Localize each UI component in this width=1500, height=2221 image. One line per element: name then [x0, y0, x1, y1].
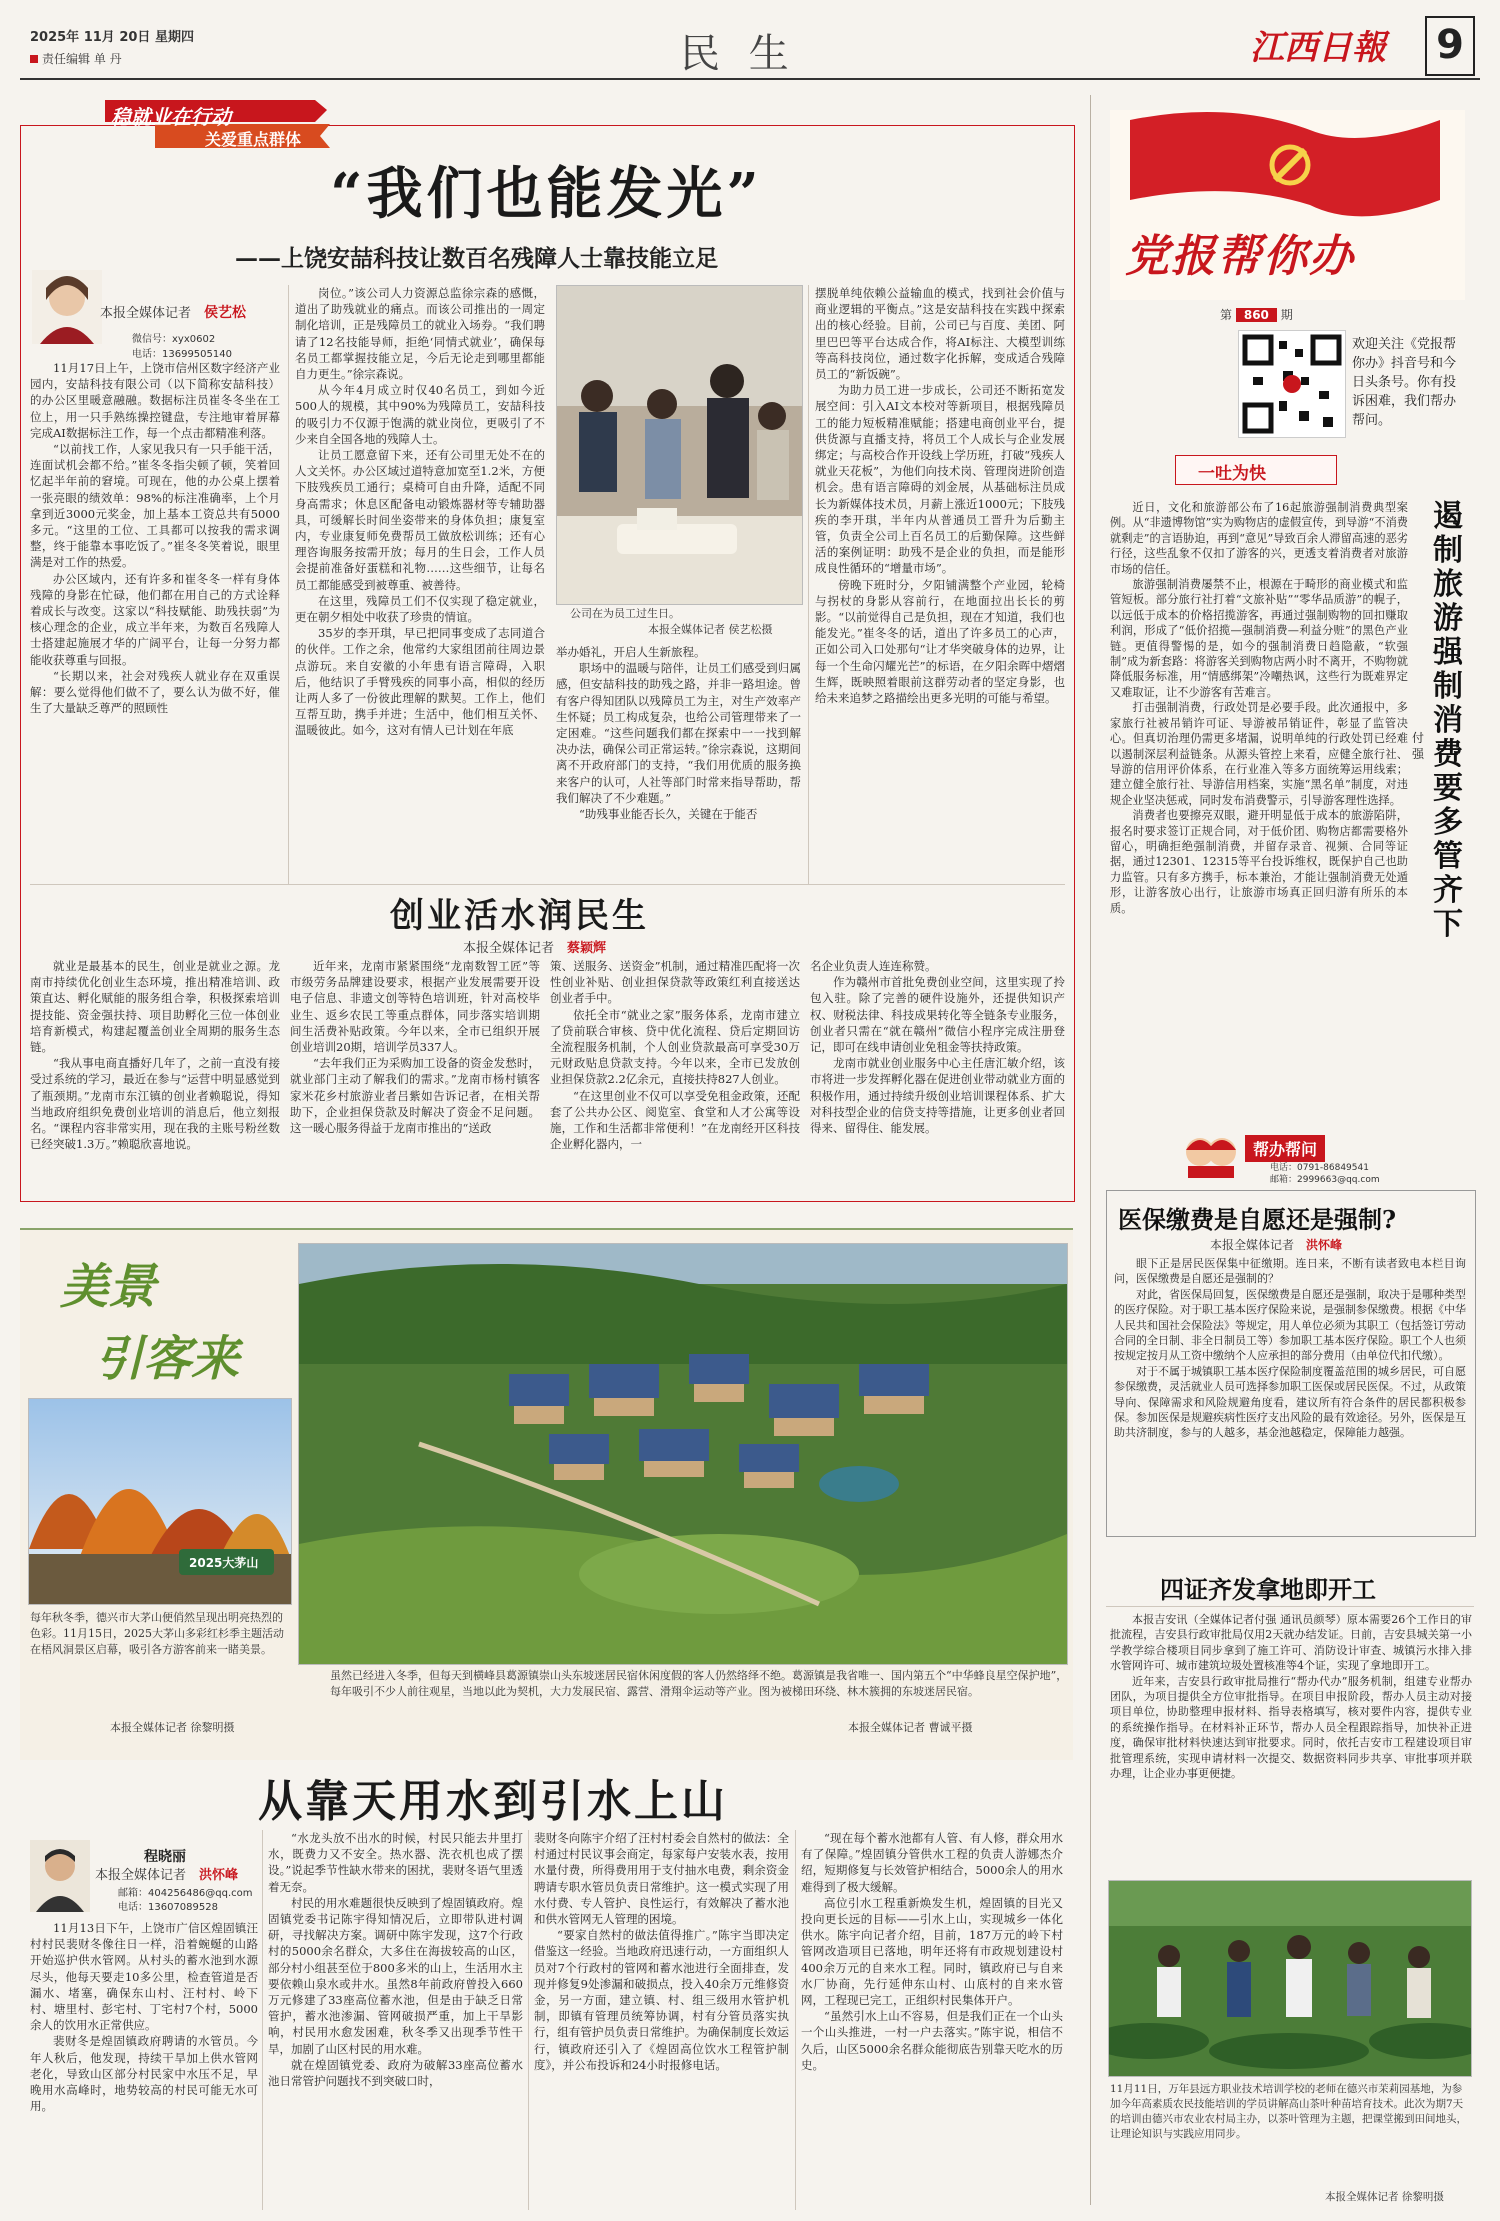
water-divider-3	[795, 1830, 796, 2210]
help-phone: 电话：0791-86849541	[1270, 1163, 1369, 1173]
startup-column-1: 就业是最基本的民生，创业是就业之源。龙南市持续优化创业生态环境，推出精准培训、政策直达、孵化赋能的服务组合拳，积极探索培训提技能、资金强扶持、项目助孵化三位一体创业培育新模式，构建起覆盖创业全周期的服务生态链。 “我从事电商直播好几年了，之前一直没有接受过系统的学习，最近在参与“运营中明显感觉到了瓶颈期。”龙南市东江镇的创业者赖聪说，得知当地政府组织免费创业培训的消息后，他立刻报名。“课程内容非常实用，现在我的主账号粉丝数已经突破1.3万。”赖聪欣喜地说。	[30, 959, 280, 1152]
party-help-title: 党报帮你办	[1125, 231, 1355, 282]
scenery-left-caption: 每年秋冬季，德兴市大茅山便俏然呈现出明亮热烈的色彩。11月15日，2025大茅山多彩红杉季主题活动在梧风洞景区启幕，吸引各方游客前来一睹美景。	[30, 1611, 284, 1656]
scenery-title-2: 引客来	[95, 1331, 240, 1387]
red-square-icon	[30, 55, 38, 63]
insurance-byline: 本报全媒体记者 洪怀峰	[1210, 1238, 1343, 1252]
project-body: 本报吉安讯（全媒体记者付强 通讯员颜琴）原本需要26个工作日的审批流程，吉安县行政审批局仅用2天就办结发证。日前，吉安县城关第一小学教学综合楼项目同步拿到了施工许可、消防设计审查、城镇污水排入排水管网许可、城市建筑垃圾处置核准等4个证，实现了拿地即开工。 近年来，吉安县行政审批局推行“帮办代办”服务机制，组建专业帮办团队，为项目提供全方位审批指导。在项目申报阶段，帮办人员主动对接项目单位，协助整理申报材料、指导表格填写，核对要件内容，提供专业的系统操作指导。在材料补正环节，帮办人员全程跟踪指导，加快补正进度，确保审批材料快速达到审批要求。同时，依托吉安市工程建设项目审批管理系统，实现申请材料一次提交、数据资料同步共享、审批事项并联办理，让企业办事更便捷。	[1110, 1613, 1472, 1781]
homestay-aerial-photo	[298, 1243, 1068, 1665]
lead-photo-caption: 公司在为员工过生日。	[570, 607, 680, 620]
lead-divider-1	[288, 285, 289, 885]
banner-main: 稳就业在行动	[111, 105, 231, 129]
startup-headline: 创业活水润民生	[390, 896, 649, 936]
section-title: 民 生	[680, 31, 797, 77]
water-reporter-avatar	[30, 1840, 90, 1912]
lead-contact-phone: 电话：13699505140	[132, 349, 232, 360]
lead-column-2: 岗位。”该公司人力资源总监徐宗森的感慨，道出了助残就业的痛点。而该公司推出的一周定制化培训，正是残障员工的就业入场券。“我们聘请了12名技能导师，拒绝‘同情式就业’，确保每名员工都掌握技能立足，今后无论走到哪里都能自力更生。”徐宗森说。 从今年4月成立时仅40名员工，到如今近500人的规模，其中90%为残障员工，安喆科技的吸引力不仅源于饱满的就业岗位，更吸引了不少来自全国各地的残障人士。 让员工愿意留下来，还有公司里无处不在的人文关怀。办公区域过道特意加宽至1.2米，方便下肢残疾员工通行；桌椅可自由升降，适配不同身高需求；休息区配备电动锻炼器材等专辅助器具，可缓解长时间坐姿带来的身体负担；康复室内，专业康复师免费帮员工做放松训练；还有心理咨询服务按需开放；每月的生日会，工作人员会提前准备好蛋糕和礼物……这些细节，让每名员工都能感受到被尊重、被善待。 在这里，残障员工们不仅实现了稳定就业，更在朝夕相处中收获了珍贵的情谊。 35岁的李开琪，早已把同事变成了志同道合的伙伴。工作之余，他常约大家组团前往周边景点游玩。来自安徽的小年患有语言障碍，入职后，他结识了手臂残疾的同事小高，相似的经历让两人多了一份彼此理解的默契。工作上，他们互帮互助，携手并进；生活中，他们相互关怀、温暖彼此。如今，这对有情人已计划在年底	[295, 286, 545, 738]
scenery-title-1: 美景	[60, 1259, 157, 1315]
helper-mascot-icon	[1180, 1130, 1240, 1180]
water-column-2: “水龙头放不出水的时候，村民只能去井里打水，既费力又不安全。热水器、洗衣机也成了摆设。”说起季节性缺水带来的困扰，裴财冬语气里透着无奈。 村民的用水难题很快反映到了煌固镇政府。煌固镇党委书记陈宇得知情况后，立即带队进村调研，寻找解决方案。调研中陈宇发现，这7个行政村的5000余名群众，大多住在海拔较高的山区，部分村小组甚至位于800多米的山上，生活用水主要依赖山泉水或井水。虽然8年前政府曾投入660万元修建了33座高位蓄水池，但是由于缺乏日常管护，蓄水池渗漏、管网破损严重，加上干旱影响，村民用水愈发困难，秋冬季又出现季节性干旱，加剧了山区村民的用水难。 就在煌固镇党委、政府为破解33座高位蓄水池日常管护问题找不到突破口时，	[268, 1831, 523, 2089]
editorial-author: 付强	[1412, 731, 1425, 761]
water-column-4: “现在每个蓄水池都有人管、有人修，群众用水有了保障。”煌固镇分管供水工程的负责人游娜杰介绍，短期修复与长效管护相结合，5000余人的用水难得到了极大缓解。 高位引水工程重新焕发生机，煌固镇的目光又投向更长远的目标——引水上山，实现城乡一体化供水。陈宇向记者介绍，目前，187万元的岭下村管网改造项目已落地，明年还将有市政规划建设村400余万元的自来水工程。同时，镇政府已与自来水厂协商，先行延伸东山村、山底村的自来水管网，工程现已完工，正组织村民集体开户。 “虽然引水上山不容易，但是我们正在一个山头一个山头推进，一村一户去落实。”陈宇说，相信不久后，山区5000余名群众能彻底告别靠天吃水的历史。	[801, 1831, 1063, 2072]
issue-label: 第 860 期	[1220, 308, 1293, 322]
water-headline: 从靠天用水到引水上山	[258, 1776, 728, 1827]
lead-photo	[556, 285, 803, 605]
water-photographer: 程晓丽	[144, 1849, 186, 1865]
yitu-label: 一吐为快	[1198, 464, 1266, 484]
sidebar-divider	[1090, 95, 1091, 2205]
startup-top-rule	[30, 884, 1065, 885]
tea-garden-photo	[1109, 1881, 1471, 2076]
reporter-avatar	[32, 270, 102, 344]
scenery-main-credit: 本报全媒体记者 曹诚平摄	[848, 1721, 973, 1734]
festival-sign-text: 2025大茅山	[189, 1556, 259, 1570]
issue-number: 860	[1236, 308, 1277, 322]
help-mascot	[1180, 1130, 1240, 1180]
lead-column-4: 摆脱单纯依赖公益输血的模式，找到社会价值与商业逻辑的平衡点。”这是安喆科技在实践中探索出的核心经验。目前，公司已与百度、美团、阿里巴巴等平台达成合作，将AI标注、大模型训练等高科技岗位，通过数字化拆解，变成适合残障员工的“新饭碗”。 为助力员工进一步成长，公司还不断拓宽发展空间：引入AI文本校对等新项目，根据残障员工的能力短板精准赋能；搭建电商创业平台，提供货源与直播支持，将员工个人成长与企业发展绑定；与高校合作开设线上学历班，打破“残疾人就业天花板”，为他们向技术岗、管理岗进阶创造机会。患有语言障碍的刘金展，从基础标注员成长为新媒体技术员，月薪上涨近1000元；下肢残疾的李开琪，半年内从普通员工晋升为后勤主管，负责全公司上百名员工的后勤保障。这些鲜活的案例证明：助残不是企业的负担，而是能形成良性循环的“增量市场”。 傍晚下班时分，夕阳铺满整个产业园，轮椅与拐杖的身影从容前行，在地面拉出长长的剪影。“以前觉得自己是负担，现在才知道，我们也能发光。”崔冬冬的话，道出了许多员工的心声，正如公司入口处那句“让才华突破身体的边界，让每一个生命闪耀光芒”的标语，在夕阳余晖中熠熠生辉，既映照着眼前这群劳动者的坚定身影，也给未来追梦之路描绘出更多光明的可能与希望。	[815, 286, 1065, 706]
qr-caption: 欢迎关注《党报帮你办》抖音号和今日头条号。你有投诉困难，我们帮办帮问。	[1352, 337, 1457, 428]
scenery-left-credit: 本报全媒体记者 徐黎明摄	[110, 1721, 235, 1734]
scenery-main-caption: 虽然已经进入冬季，但每天到横峰县葛源镇崇山头东坡迷居民宿休闲度假的客人仍然络绎不绝。葛源镇是我省唯一、国内第五个“中华蜂良星空保护地”，每年吸引不少人前往观星，当地以此为契机，大力发展民宿、露营、滑翔伞运动等产业。图为被梯田环绕、林木簇拥的东坡迷居民宿。	[330, 1669, 1068, 1698]
startup-byline: 本报全媒体记者 蔡颖辉	[463, 941, 607, 956]
party-flag-icon	[1110, 110, 1465, 220]
party-help-box	[1110, 110, 1465, 300]
yitu-badge	[1175, 455, 1337, 485]
banner	[95, 98, 335, 150]
insurance-title: 医保缴费是自愿还是强制?	[1118, 1205, 1397, 1234]
lead-divider-3	[808, 285, 809, 885]
water-reporter-portrait	[30, 1840, 90, 1912]
lead-contact-wechat: 微信号：xyx0602	[132, 334, 216, 345]
editorial-title: 遏制旅游强制消费要多管齐下	[1433, 499, 1463, 942]
lead-subhead: ——上饶安喆科技让数百名残障人士靠技能立足	[235, 245, 718, 272]
water-byline: 本报全媒体记者 洪怀峰	[95, 1868, 239, 1883]
water-divider-1	[262, 1830, 263, 2210]
lead-column-3: 举办婚礼，开启人生新旅程。 职场中的温暖与陪伴，让员工们感受到归属感，但安喆科技的助残之路，并非一路坦途。曾有客户得知团队以残障员工为主，对生产效率产生怀疑；员工构成复杂，也给公司管理带来了一定困难。“这些问题我们都在探索中一一找到解决办法，确保公司正常运转。”徐宗森说，这期间离不开政府部门的支持，“我们用优质的服务换来客户的认可，人社等部门时常来指导帮助，帮我们解决了不少难题。” “助残事业能否长久，关键在于能否	[556, 645, 801, 822]
tea-photo-caption: 11月11日，万年县远方职业技术培训学校的老师在德兴市茉莉园基地，为参加今年高素质农民技能培训的学员讲解高山茶叶种苗培育技术。此次为期7天的培训由德兴市农业农村局主办，以茶叶管理为主题，把课堂搬到田间地头，让理论知识与实践应用同步。	[1110, 2083, 1467, 2140]
issue-date: 2025年 11月 20日 星期四	[30, 30, 194, 45]
water-contact-email: 邮箱：404256486@qq.com	[118, 1888, 253, 1899]
newspaper-logo: 江西日報	[1250, 28, 1386, 68]
lead-column-1: 11月17日上午，上饶市信州区数字经济产业园内，安喆科技有限公司（以下简称安喆科技）的办公区里暖意融融。数据标注员崔冬冬坐在工位上，用一只手熟练操控键盘，专注地审着屏幕完成AI数据标注工作，每一个点击都精准利落。 “以前找工作，人家见我只有一只手能干活，连面试机会都不给。”崔冬冬指尖顿了顿，笑着回忆起半年前的窘境。可现在，他的办公桌上摆着一张亮眼的绩效单：98%的标注准确率，上个月拿到近3000元奖金，加上基本工资总共有5000多元。“这里的工位、工具都可以按我的需求调整，终于能靠本事吃饭了。”崔冬冬笑着说，眼里满是对工作的热爱。 办公区域内，还有许多和崔冬冬一样有身体残障的身影在忙碌，他们都在用自己的方式诠释着成长与改变。这家以“科技赋能、助残扶弱”为核心理念的企业，成立半年来，为数百名残障人士搭建起施展才华的广阔平台，让每一分努力都能收获尊重与回报。 “长期以来，社会对残疾人就业存在双重误解：要么觉得他们做不了，要么认为做不好，催生了大量缺乏尊严的照顾性	[30, 361, 280, 716]
terrace-homestay-photo	[299, 1244, 1067, 1664]
water-column-1: 11月13日下午，上饶市广信区煌固镇汪村村民裴财冬像往日一样，沿着蜿蜒的山路开始巡护供水管网。从村头的蓄水池到水源尽头，他每天要走10多公里，检查管道是否漏水、堵塞，确保东山村、汪村村、岭下村、塘里村、彭宅村、丁宅村7个村，5000余人的饮用水正常供应。 裴财冬是煌固镇政府聘请的水管员。今年人秋后，他发现，持续干旱加上供水管网老化，导致山区部分村民家中水压不足，早晚用水高峰时，地势较高的村民可能无水可用。	[30, 1921, 258, 2114]
project-rule	[1106, 1606, 1474, 1607]
startup-column-4: 名企业负责人连连称赞。 作为赣州市首批免费创业空间，这里实现了拎包入驻。除了完善的硬件设施外，还提供知识产权、财税法律、科技成果转化等全链条专业服务，创业者只需在“就在赣州”微信小程序完成注册登记，即可在线申请创业免租金等扶持政策。 龙南市就业创业服务中心主任唐汇敏介绍，该市将进一步发挥孵化器在促进创业带动就业方面的积极作用，通过持续升级创业培训课程体系、扩大对科技型企业的信贷支持等措施，让更多创业者回得来、留得住、能发展。	[810, 959, 1065, 1136]
startup-column-2: 近年来，龙南市紧紧围绕“龙南数智工匠”等市级劳务品牌建设要求，根据产业发展需要开设电子信息、非遗文创等特色培训班，针对高校毕业生、返乡农民工等重点群体，同步落实培训期间生活费补贴政策。今年以来，全市已组织开展创业培训20期，培训学员337人。 “去年我们正为采购加工设备的资金发愁时，就业部门主动了解我们的需求。”龙南市杨村镇客家米花乡村旅游业者吕紫如告诉记者，在相关帮助下，企业担保贷款及时解决了资金不足问题。这一暖心服务得益于龙南市推出的“送政	[290, 959, 540, 1136]
page-number: 9	[1425, 16, 1475, 76]
water-divider-2	[528, 1830, 529, 2210]
help-email: 邮箱：2999663@qq.com	[1270, 1175, 1380, 1185]
autumn-tree-photo	[28, 1398, 292, 1605]
help-label: 帮办帮问	[1245, 1135, 1325, 1162]
insurance-body: 眼下正是居民医保集中征缴期。连日来，不断有读者致电本栏目询问，医保缴费是自愿还是强制的？ 对此，省医保局回复，医保缴费是自愿还是强制，取决于是哪种类型的医疗保险。对于职工基本医疗保险来说，是强制参保缴费。根据《中华人民共和国社会保险法》等规定，用人单位必须为其职工（包括签订劳动合同的全日制、非全日制员工等）参加职工基本医疗保险。职工个人也须按规定按月从工资中缴纳个人应承担的部分费用（由单位代扣代缴）。 对于不属于城镇职工基本医疗保险制度覆盖范围的城乡居民，可自愿参保缴费，灵活就业人员可选择参加职工医保或居民医保。不过，从政策导向、保障需求和风险规避角度看，建议所有符合条件的居民都积极参保。参加医保是规避疾病性医疗支出风险的最有效途径。另外，医保是互助共济制度，参与的人越多，基金池越稳定，保障能力越强。	[1114, 1257, 1466, 1440]
lead-headline: “我们也能发光”	[330, 161, 763, 227]
reporter-portrait	[32, 270, 102, 344]
project-title: 四证齐发拿地即开工	[1160, 1575, 1376, 1604]
tea-photo-credit: 本报全媒体记者 徐黎明摄	[1325, 2191, 1444, 2203]
banner-sub: 关爱重点群体	[205, 130, 302, 149]
startup-column-3: 策、送服务、送资金”机制，通过精准匹配将一次性创业补贴、创业担保贷款等政策红利直接送达创业者手中。 依托全市“就业之家”服务体系，龙南市建立了贷前联合审核、贷中优化流程、贷后定期回访全流程服务机制，个人创业贷款最高可享受30万元财政贴息贷款支持。今年以来，全市已发放创业担保贷款2.2亿余元，直接扶持827人创业。 “在这里创业不仅可以享受免租金政策，还配套了公共办公区、阅览室、食堂和人才公寓等设施，工作和生活都非常便利！”在龙南经开区科技企业孵化器内，一	[550, 959, 800, 1152]
editor-credit: 责任编辑 单 丹	[30, 50, 122, 67]
qr-code-icon	[1239, 331, 1345, 437]
redwood-festival-photo	[29, 1399, 291, 1604]
birthday-party-photo	[557, 286, 802, 604]
masthead-rule	[20, 78, 1480, 80]
lead-byline: 本报全媒体记者 侯艺松	[100, 305, 247, 321]
editorial-body: 近日，文化和旅游部公布了16起旅游强制消费典型案例。从“非遗博物馆”实为购物店的虚假宣传，到导游“不消费就剩走”的言语胁迫，再到“意见”导致百余人滞留高速的恶劣行径，这些乱象不仅扣了游客的兴，更透支着消费者对旅游市场的信任。 旅游强制消费屡禁不止，根源在于畸形的商业模式和监管短板。部分旅行社打着“文旅补贴”“零华品质游”的幌子，以远低于成本的价格招揽游客，再通过强制购物的回扣赚取利润，形成了“低价招揽—强制消费—利益分赃”的黑色产业链。更值得警惕的是，如今的强制消费日趋隐蔽，“软强制”成为新套路：将游客关到购物店两小时不离开，不购物就降低服务标准，用“情感绑架”冷嘲热讽，这些行为既难界定又难取证，让不少游客有苦难言。 打击强制消费，行政处罚是必要手段。此次通报中，多家旅行社被吊销许可证、导游被吊销证件，彰显了监管决心。但真切治理仍需更多堵漏，说明单纯的行政处罚已经难以遏制深层利益链条。从源头管控上来看，应健全旅行社、导游的信用评价体系，在行业准入等多方面统筹运用线索；建立健全旅行社、导游信用档案，实施“黑名单”制度，对违规企业坚决惩戒，同时发布消费警示，引导游客理性选择。 消费者也要擦亮双眼，避开明显低于成本的旅游陷阱，报名时要求签订正规合同，对于低价团、购物店都需要格外留心，明确拒绝强制消费，并留存录音、视频、合同等证据，通过12301、12315等平台投诉维权，既保护自己也助力监管。只有多方携手，标本兼治，才能让强制消费无处遁形，让游客放心出行，让旅游市场真正回归游有所乐的本质。	[1110, 501, 1408, 915]
qr-code	[1238, 330, 1346, 438]
water-column-3: 裴财冬向陈宇介绍了汪村村委会自然村的做法：全村通过村民议事会商定，每家每户安装水表，按用水量付费，所得费用用于支付抽水电费，剩余资金聘请专职水管员负责日常维护。这一模式实现了用水付费、专人管护、良性运行，有效解决了蓄水池和供水管网无人管理的困境。 “要家自然村的做法值得推广。”陈宇当即决定借鉴这一经验。当地政府迅速行动，一方面组织人员对7个行政村的管网和蓄水池进行全面排查，发现并修复9处渗漏和破损点，投入40余万元维修资金，另一方面，建立镇、村、组三级用水管护机制，即镇有管理员统筹协调，村有分管员落实执行，组有管护员负责日常维护。为确保制度长效运行，镇政府还引入了《煌固高位饮水工程管护制度》，并公布投诉和24小时报修电话。	[534, 1831, 789, 2072]
water-contact-phone: 电话：13607089528	[118, 1902, 218, 1913]
tea-training-photo	[1108, 1880, 1472, 2077]
lead-photo-credit: 本报全媒体记者 侯艺松摄	[648, 623, 773, 636]
